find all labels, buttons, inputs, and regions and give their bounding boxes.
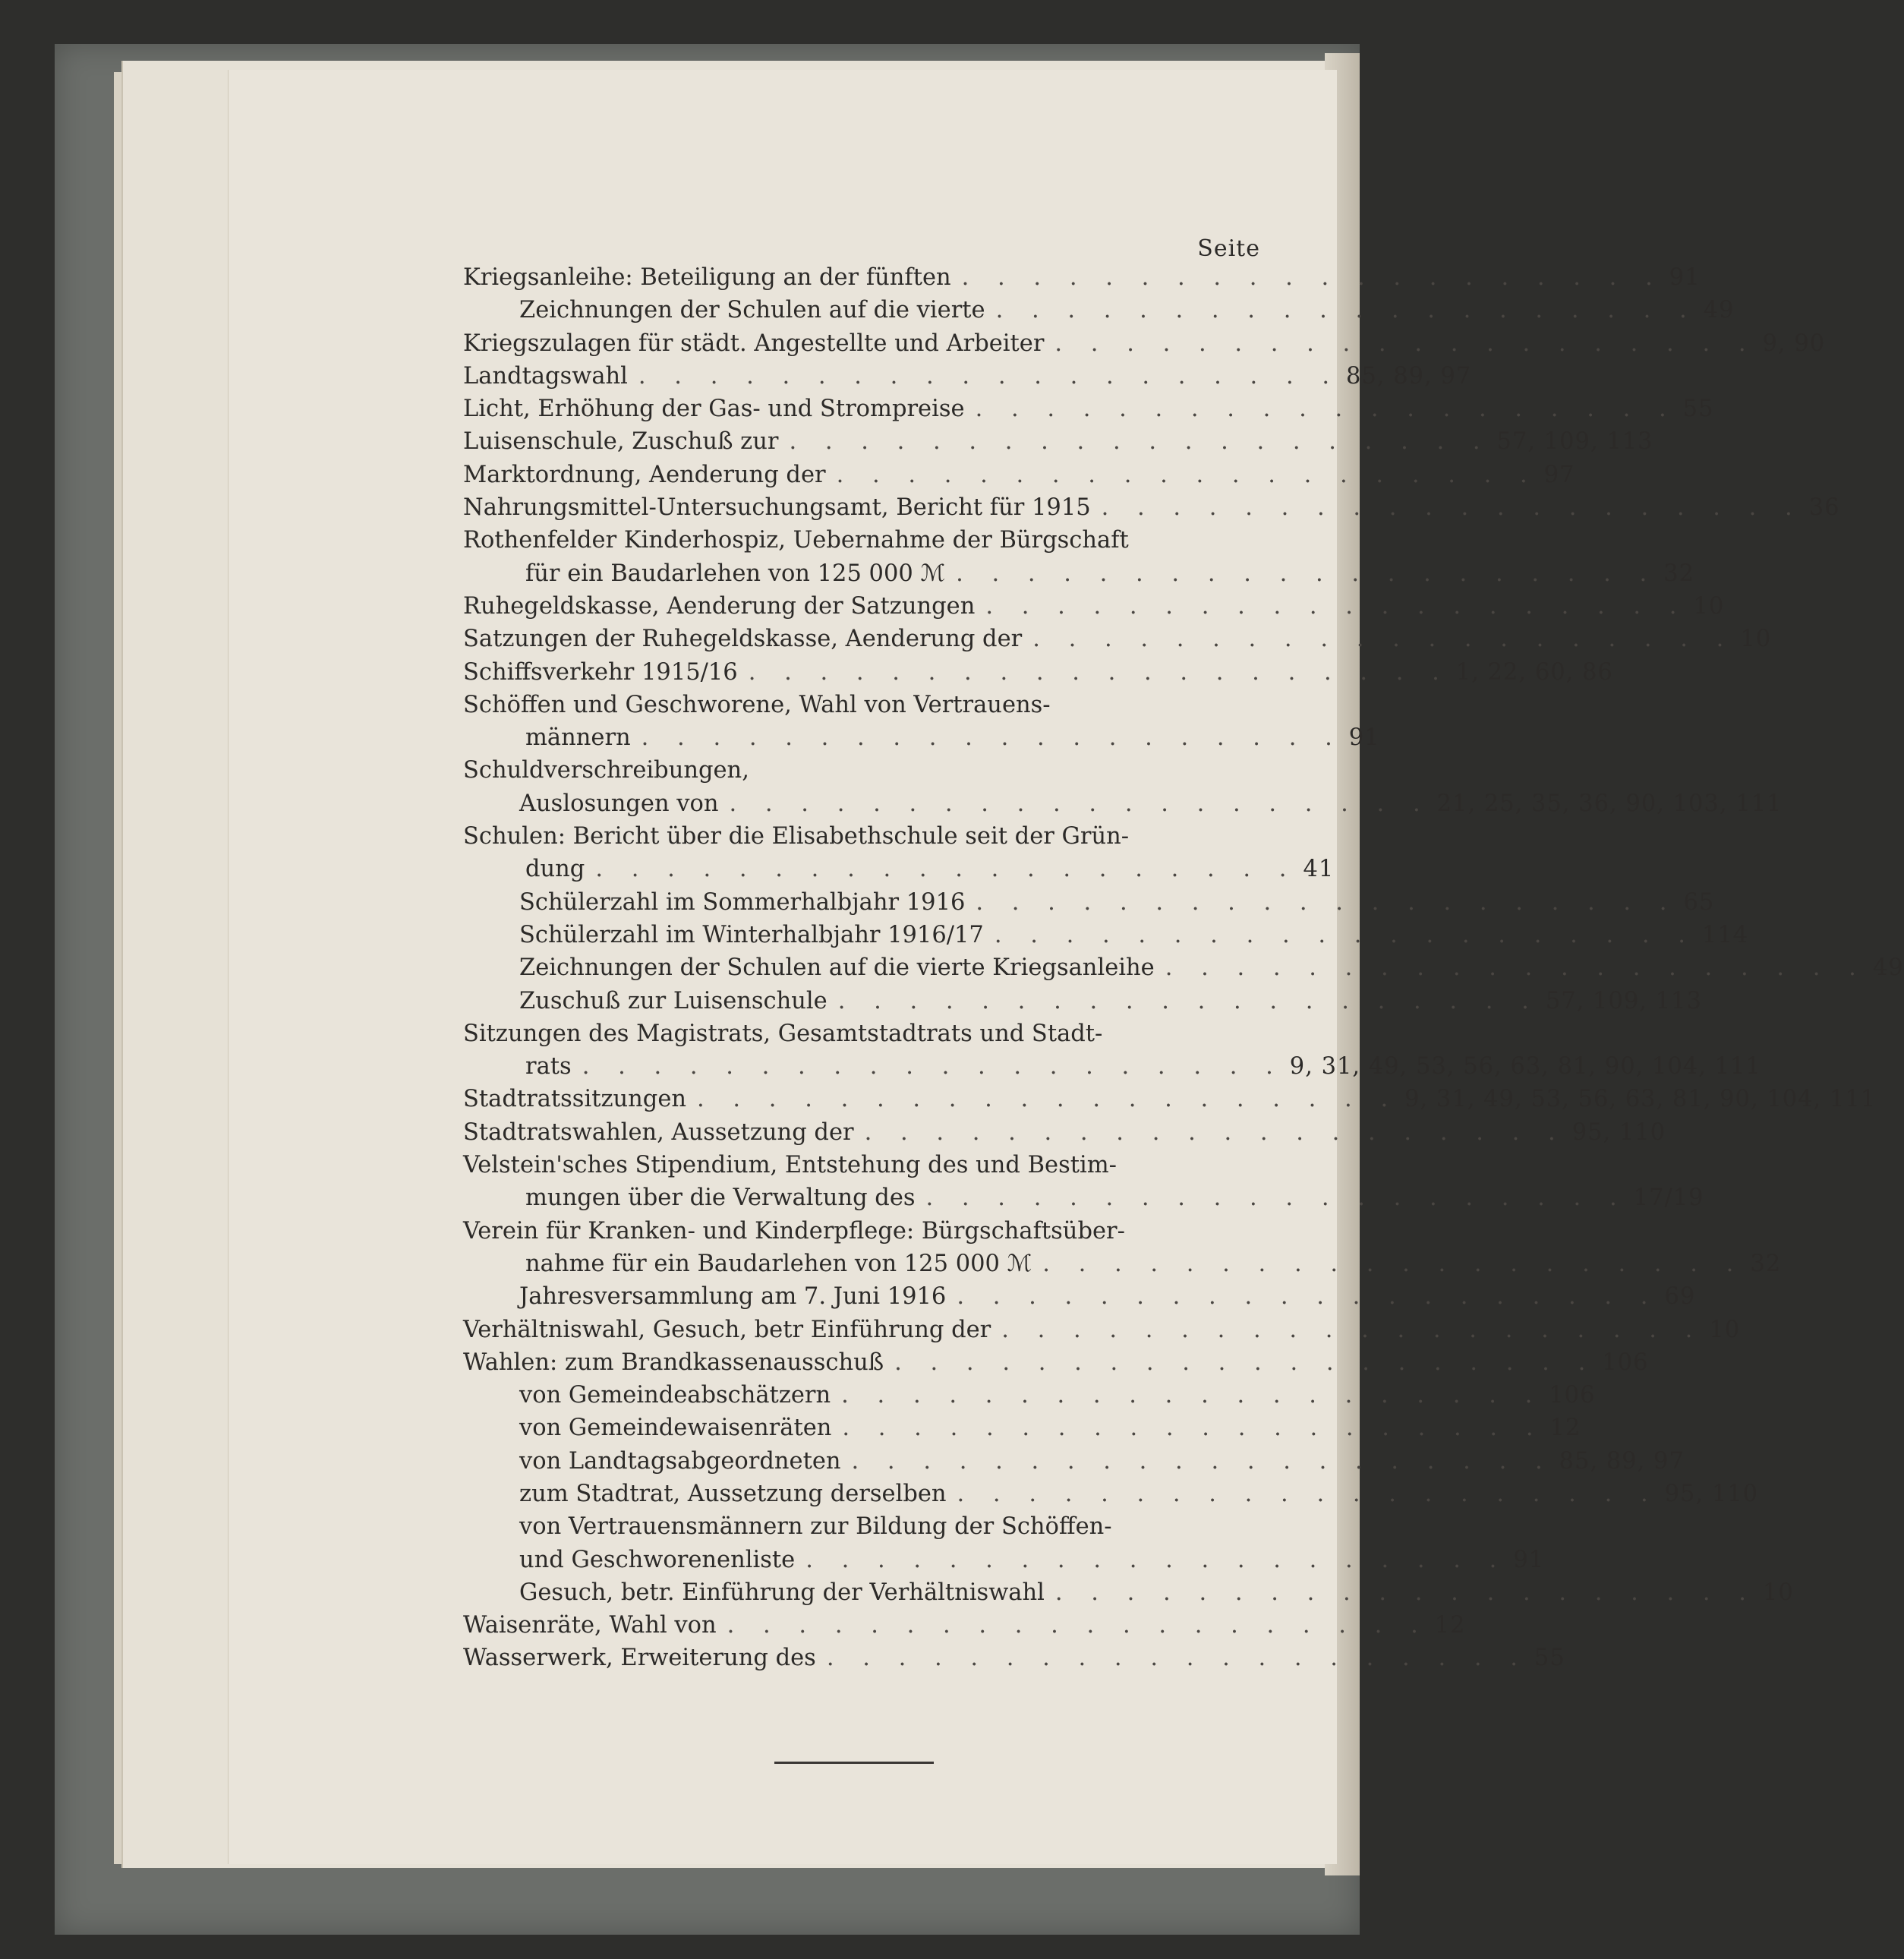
entry-text: männern xyxy=(525,724,631,752)
index-entry xyxy=(463,754,1260,787)
page-reference: 10 xyxy=(1740,626,1772,653)
index-entry xyxy=(463,623,1772,655)
page-reference: 10 xyxy=(1693,592,1725,620)
page-reference: 57, 109, 113 xyxy=(1496,428,1653,456)
index-entry xyxy=(463,294,1735,326)
page-reference: 91 xyxy=(1513,1546,1545,1573)
dot-leader: . . . . . . . . . . . . . . . . . . . . xyxy=(985,592,1688,620)
index-list xyxy=(463,235,1904,1675)
entry-text: Schülerzahl im Sommerhalbjahr 1916 xyxy=(519,888,966,916)
index-entry xyxy=(463,1017,1260,1050)
page-reference: 55 xyxy=(1682,396,1714,423)
page-reference: 85, 89, 97 xyxy=(1559,1447,1685,1475)
dot-leader: . . . . . . . . . . . . . . . . . . . . xyxy=(1101,494,1803,522)
entry-text: Stadtratssitzungen xyxy=(463,1086,687,1113)
entry-text: Velstein'sches Stipendium, Entstehung des und Bestim- xyxy=(463,1152,1117,1179)
page-reference: 10 xyxy=(1709,1316,1741,1343)
entry-text: Zeichnungen der Schulen auf die vierte xyxy=(519,297,985,324)
closing-rule xyxy=(774,1762,934,1764)
index-entry xyxy=(463,1510,1260,1543)
page-reference: 32 xyxy=(1750,1250,1782,1277)
dot-leader: . . . . . . . . . . . . . . . . . . . . xyxy=(836,461,1538,488)
index-entry xyxy=(463,886,1715,919)
dot-leader: . . . . . . . . . . . . . . . . . . . . xyxy=(729,790,1431,817)
index-entry xyxy=(463,919,1749,951)
page-reference: 32 xyxy=(1663,560,1695,587)
entry-text: von Gemeindewaisenräten xyxy=(519,1415,832,1442)
page-reference: 95, 110 xyxy=(1571,1118,1666,1146)
entry-text: und Geschworenenliste xyxy=(519,1546,796,1573)
index-entry xyxy=(463,393,1714,425)
entry-text: Jahresversammlung am 7. Juni 1916 xyxy=(519,1283,947,1311)
entry-text: Gesuch, betr. Einführung der Verhältniswahl xyxy=(519,1579,1045,1606)
entry-text: Zeichnungen der Schulen auf die vierte Kriegsanleihe xyxy=(519,954,1155,982)
dot-leader: . . . . . . . . . . . . . . . . . . . . xyxy=(994,921,1696,948)
page-reference: 12 xyxy=(1434,1612,1466,1639)
index-entry xyxy=(463,360,1472,393)
dot-leader: . . . . . . . . . . . . . . . . . . . . xyxy=(1054,1579,1757,1606)
index-entry xyxy=(463,1478,1759,1510)
index-entry xyxy=(463,1314,1741,1346)
entry-text: Auslosungen von xyxy=(519,790,719,817)
index-entries xyxy=(463,261,1904,1675)
page-reference: 106 xyxy=(1549,1382,1596,1409)
dot-leader: . . . . . . . . . . . . . . . . . . . . xyxy=(957,1283,1659,1311)
entry-text: Schülerzahl im Winterhalbjahr 1916/17 xyxy=(519,921,984,948)
page-reference: 36 xyxy=(1808,494,1840,522)
page-reference: 41 xyxy=(1303,856,1335,883)
entry-text: Luisenschule, Zuschuß zur xyxy=(463,428,779,456)
entry-text: Rothenfelder Kinderhospiz, Uebernahme der Bürgschaft xyxy=(463,527,1129,554)
entry-text: Kriegszulagen für städt. Angestellte und Arbeiter xyxy=(463,330,1045,357)
index-entry xyxy=(463,524,1260,557)
entry-text: Kriegsanleihe: Beteiligung an der fünften xyxy=(463,264,951,291)
dot-leader: . . . . . . . . . . . . . . . . . . . . xyxy=(582,1053,1284,1080)
page-reference: 9, 31, 49, 53, 56, 63, 81, 90, 104, 111 xyxy=(1289,1053,1761,1080)
index-entry xyxy=(463,1083,1877,1115)
page-reference: 21, 25, 35, 36, 90, 103, 111 xyxy=(1436,790,1783,817)
index-entry xyxy=(463,1050,1761,1083)
entry-text: Ruhegeldskasse, Aenderung der Satzungen xyxy=(463,592,976,620)
dot-leader: . . . . . . . . . . . . . . . . . . . . xyxy=(1001,1316,1704,1343)
dot-leader: . . . . . . . . . . . . . . . . . . . . xyxy=(697,1086,1399,1113)
entry-text: Nahrungsmittel-Untersuchungsamt, Bericht für 1915 xyxy=(463,494,1091,522)
page-reference: 69 xyxy=(1664,1283,1696,1311)
page-reference: 106 xyxy=(1602,1349,1649,1376)
index-entry xyxy=(463,1544,1545,1576)
dot-leader: . . . . . . . . . . . . . . . . . . . . xyxy=(595,856,1297,883)
entry-text: Schuldverschreibungen, xyxy=(463,757,749,784)
entry-text: Wahlen: zum Brandkassenausschuß xyxy=(463,1349,884,1376)
dot-leader: . . . . . . . . . . . . . . . . . . . . xyxy=(864,1118,1566,1146)
index-entry xyxy=(463,1609,1466,1642)
index-entry xyxy=(463,689,1260,721)
index-entry xyxy=(463,1280,1696,1313)
entry-text: Zuschuß zur Luisenschule xyxy=(519,987,827,1014)
index-entry xyxy=(463,853,1335,885)
dot-leader: . . . . . . . . . . . . . . . . . . . . xyxy=(995,297,1698,324)
entry-text: Landtagswahl xyxy=(463,362,628,390)
page-reference: 65 xyxy=(1683,888,1715,916)
dot-leader: . . . . . . . . . . . . . . . . . . . . xyxy=(748,658,1450,686)
page-reference: 49 xyxy=(1703,297,1735,324)
dot-leader: . . . . . . . . . . . . . . . . . . . . xyxy=(789,428,1491,456)
index-entry xyxy=(463,557,1695,590)
entry-text: Schöffen und Geschworene, Wahl von Vertrauens- xyxy=(463,691,1051,718)
index-entry xyxy=(463,951,1904,984)
index-entry xyxy=(463,1149,1260,1181)
entry-text: Schiffsverkehr 1915/16 xyxy=(463,658,738,686)
index-entry xyxy=(463,590,1725,623)
entry-text: für ein Baudarlehen von 125 000 ℳ xyxy=(525,560,946,587)
dot-leader: . . . . . . . . . . . . . . . . . . . . xyxy=(841,1382,1543,1409)
index-entry xyxy=(463,985,1702,1017)
dot-leader: . . . . . . . . . . . . . . . . . . . . xyxy=(641,724,1343,752)
dot-leader: . . . . . . . . . . . . . . . . . . . . xyxy=(976,888,1678,916)
dot-leader: . . . . . . . . . . . . . . . . . . . . xyxy=(894,1349,1597,1376)
entry-text: zum Stadtrat, Aussetzung derselben xyxy=(519,1480,947,1507)
index-entry xyxy=(463,1379,1596,1412)
index-entry xyxy=(463,1248,1782,1280)
dot-leader: . . . . . . . . . . . . . . . . . . . . xyxy=(727,1612,1429,1639)
entry-text: dung xyxy=(525,856,585,883)
page-reference: 9, 31, 49, 53, 56, 63, 81, 90, 104, 111 xyxy=(1404,1086,1877,1113)
page-reference: 10 xyxy=(1763,1579,1794,1606)
page-reference: 97 xyxy=(1543,461,1575,488)
page-reference: 9, 90 xyxy=(1762,330,1826,357)
entry-text: von Vertrauensmännern zur Bildung der Schöffen- xyxy=(519,1513,1112,1541)
page-reference: 55 xyxy=(1534,1645,1565,1672)
index-entry xyxy=(463,491,1840,524)
entry-text: Sitzungen des Magistrats, Gesamtstadtrats und Stadt- xyxy=(463,1020,1103,1047)
index-entry xyxy=(463,721,1380,754)
dot-leader: . . . . . . . . . . . . . . . . . . . . xyxy=(961,264,1663,291)
dot-leader: . . . . . . . . . . . . . . . . . . . . xyxy=(826,1645,1528,1672)
entry-text: Verhältniswahl, Gesuch, betr Einführung der xyxy=(463,1316,991,1343)
entry-text: nahme für ein Baudarlehen von 125 000 ℳ xyxy=(525,1250,1032,1277)
entry-text: Wasserwerk, Erweiterung des xyxy=(463,1645,816,1672)
page-reference: 12 xyxy=(1549,1415,1581,1442)
index-entry xyxy=(463,1181,1704,1214)
index-entry xyxy=(463,327,1826,360)
seite-column-header: Seite xyxy=(1197,235,1260,262)
index-entry xyxy=(463,1576,1794,1609)
dot-leader: . . . . . . . . . . . . . . . . . . . . xyxy=(1165,954,1867,982)
entry-text: von Gemeindeabschätzern xyxy=(519,1382,831,1409)
dot-leader: . . . . . . . . . . . . . . . . . . . . xyxy=(1032,626,1735,653)
index-entry xyxy=(463,1215,1260,1248)
index-entry xyxy=(463,656,1613,689)
entry-text: Marktordnung, Aenderung der xyxy=(463,461,826,488)
page-reference: 17/19 xyxy=(1633,1185,1704,1212)
index-entry xyxy=(463,787,1783,820)
page-reference: 91 xyxy=(1669,264,1701,291)
index-entry xyxy=(463,1642,1565,1674)
page-reference: 57, 109, 113 xyxy=(1545,987,1702,1014)
page-reference: 49 xyxy=(1872,954,1904,982)
dot-leader: . . . . . . . . . . . . . . . . . . . . xyxy=(842,1415,1544,1442)
index-entry xyxy=(463,459,1575,491)
index-entry xyxy=(463,1445,1685,1478)
page-reference: 95, 110 xyxy=(1664,1480,1759,1507)
dot-leader: . . . . . . . . . . . . . . . . . . . . xyxy=(837,987,1540,1014)
dot-leader: . . . . . . . . . . . . . . . . . . . . xyxy=(975,396,1677,423)
dot-leader: . . . . . . . . . . . . . . . . . . . . xyxy=(638,362,1341,390)
entry-text: rats xyxy=(525,1053,572,1080)
index-entry xyxy=(463,820,1260,853)
dot-leader: . . . . . . . . . . . . . . . . . . . . xyxy=(805,1546,1508,1573)
entry-text: Satzungen der Ruhegeldskasse, Aenderung der xyxy=(463,626,1023,653)
dot-leader: . . . . . . . . . . . . . . . . . . . . xyxy=(1042,1250,1745,1277)
page-reference: 1, 22, 60, 86 xyxy=(1455,658,1613,686)
index-entry xyxy=(463,425,1653,458)
entry-text: Stadtratswahlen, Aussetzung der xyxy=(463,1118,854,1146)
dot-leader: . . . . . . . . . . . . . . . . . . . . xyxy=(956,560,1658,587)
index-entry xyxy=(463,1116,1666,1149)
dot-leader: . . . . . . . . . . . . . . . . . . . . xyxy=(957,1480,1659,1507)
entry-text: Schulen: Bericht über die Elisabethschule seit der Grün- xyxy=(463,823,1130,850)
page-reference: 114 xyxy=(1701,921,1749,948)
dot-leader: . . . . . . . . . . . . . . . . . . . . xyxy=(851,1447,1553,1475)
index-entry xyxy=(463,261,1701,294)
index-entry xyxy=(463,1412,1581,1444)
index-entry xyxy=(463,1346,1649,1379)
entry-text: Licht, Erhöhung der Gas- und Strompreise xyxy=(463,396,965,423)
dot-leader: . . . . . . . . . . . . . . . . . . . . xyxy=(1054,330,1757,357)
entry-text: von Landtagsabgeordneten xyxy=(519,1447,841,1475)
entry-text: Verein für Kranken- und Kinderpflege: Bürgschaftsüber- xyxy=(463,1217,1125,1244)
entry-text: mungen über die Verwaltung des xyxy=(525,1185,916,1212)
page-reference: 91 xyxy=(1348,724,1380,752)
page-reference: 85, 89, 97 xyxy=(1346,362,1472,390)
dot-leader: . . . . . . . . . . . . . . . . . . . . xyxy=(925,1185,1628,1212)
entry-text: Waisenräte, Wahl von xyxy=(463,1612,717,1639)
